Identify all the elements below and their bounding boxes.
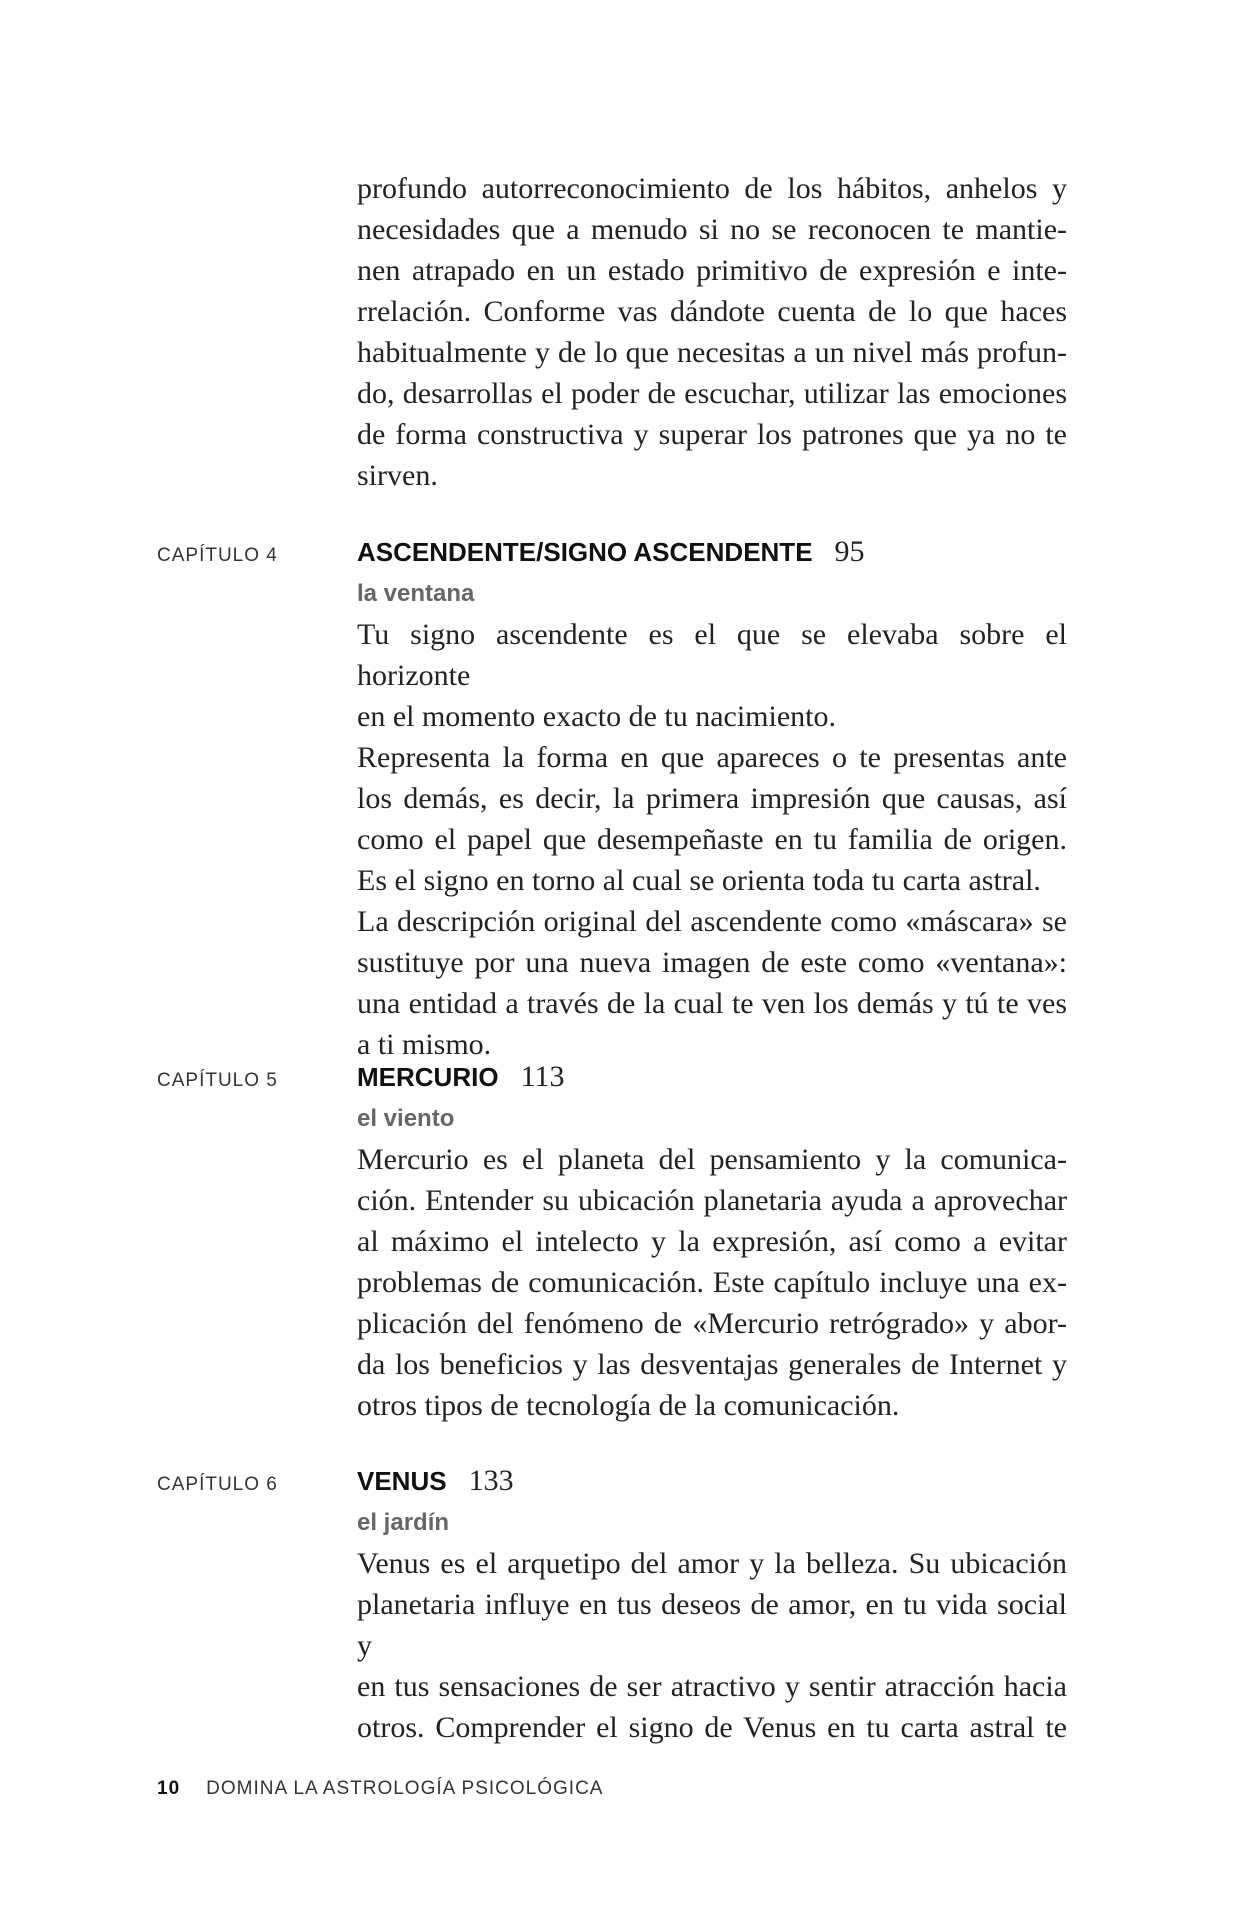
chapter-description [357, 614, 1067, 1065]
text-line: problemas de comunicación. Este capítulo incluye una ex- [357, 1266, 1067, 1299]
chapter-label: CAPÍTULO 5 [157, 1070, 278, 1091]
chapter-page-number: 133 [468, 1464, 514, 1497]
chapter-subtitle: el viento [357, 1105, 455, 1132]
text-line: planetaria influye en tus deseos de amor, en tu vida social y [357, 1588, 1067, 1662]
intro-paragraph [357, 168, 1067, 496]
chapter-subtitle: el jardín [357, 1509, 450, 1536]
chapter-heading [357, 535, 865, 569]
chapter-title: VENUS [357, 1466, 447, 1496]
text-line: necesidades que a menudo si no se reconocen te mantie- [357, 213, 1067, 246]
text-line: Mercurio es el planeta del pensamiento y la comunica- [357, 1143, 1067, 1176]
text-line: ción. Entender su ubicación planetaria ayuda a aprovechar [357, 1184, 1067, 1217]
text-line: los demás, es decir, la primera impresión que causas, así [357, 782, 1067, 815]
text-line: profundo autorreconocimiento de los hábitos, anhelos y [357, 172, 1067, 205]
text-line: sustituye por una nueva imagen de este como «ventana»: [357, 946, 1067, 979]
text-line: rrelación. Conforme vas dándote cuenta de lo que haces [357, 295, 1067, 328]
text-line: sirven. [357, 459, 438, 492]
chapter-heading [357, 1464, 514, 1498]
page-footer [157, 1778, 603, 1800]
text-line: Es el signo en torno al cual se orienta toda tu carta astral. [357, 864, 1041, 897]
text-line: otros. Comprender el signo de Venus en tu carta astral te [357, 1711, 1067, 1744]
page-number: 10 [157, 1778, 181, 1799]
chapter-description [357, 1139, 1067, 1426]
text-line: habitualmente y de lo que necesitas a un nivel más profun- [357, 336, 1067, 369]
chapter-page-number: 113 [520, 1060, 565, 1093]
text-line: al máximo el intelecto y la expresión, así como a evitar [357, 1225, 1067, 1258]
text-line: La descripción original del ascendente como «máscara» se [357, 905, 1067, 938]
chapter-title: ASCENDENTE/SIGNO ASCENDENTE [357, 537, 813, 567]
chapter-label: CAPÍTULO 4 [157, 545, 278, 566]
chapter-description [357, 1543, 1067, 1748]
text-line: da los beneficios y las desventajas generales de Internet y [357, 1348, 1067, 1381]
book-title: DOMINA LA ASTROLOGÍA PSICOLÓGICA [206, 1778, 604, 1799]
text-line: Tu signo ascendente es el que se elevaba sobre el horizonte [357, 618, 1067, 692]
text-line: de forma constructiva y superar los patrones que ya no te [357, 418, 1067, 451]
text-line: en el momento exacto de tu nacimiento. [357, 700, 837, 733]
text-line: como el papel que desempeñaste en tu familia de origen. [357, 823, 1067, 856]
text-line: nen atrapado en un estado primitivo de expresión e inte- [357, 254, 1067, 287]
text-line: plicación del fenómeno de «Mercurio retrógrado» y abor- [357, 1307, 1067, 1340]
text-line: Venus es el arquetipo del amor y la belleza. Su ubicación [357, 1547, 1067, 1580]
text-line: otros tipos de tecnología de la comunicación. [357, 1389, 900, 1422]
text-line: Representa la forma en que apareces o te presentas ante [357, 741, 1067, 774]
chapter-title: MERCURIO [357, 1062, 499, 1092]
text-line: a ti mismo. [357, 1028, 492, 1061]
text-line: una entidad a través de la cual te ven los demás y tú te ves [357, 987, 1067, 1020]
chapter-label: CAPÍTULO 6 [157, 1474, 278, 1495]
chapter-heading [357, 1060, 564, 1094]
text-line: do, desarrollas el poder de escuchar, utilizar las emociones [357, 377, 1067, 410]
chapter-page-number: 95 [834, 535, 865, 568]
chapter-subtitle: la ventana [357, 580, 475, 607]
text-line: en tus sensaciones de ser atractivo y sentir atracción hacia [357, 1670, 1067, 1703]
